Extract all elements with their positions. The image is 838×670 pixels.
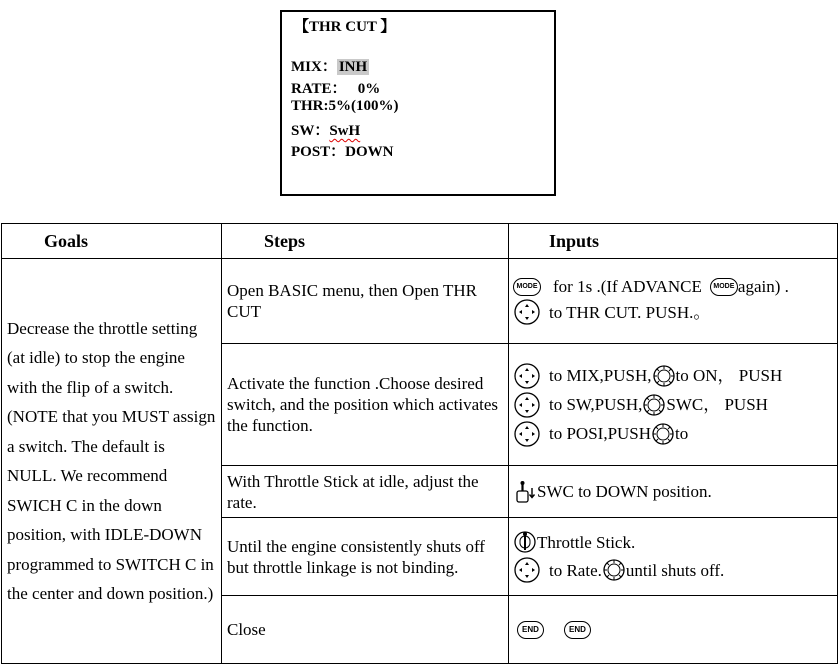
input-text: SWC to DOWN position. (537, 482, 712, 501)
lcd-mix-label: MIX： (291, 59, 337, 75)
mode-button-icon: MODE (710, 278, 738, 296)
input-text: to Rate. (549, 560, 602, 580)
step-cell: Until the engine consistently shuts off but throttle linkage is not binding. (222, 518, 509, 596)
input-text: again) . (737, 277, 789, 296)
goals-cell: Decrease the throttle setting (at idle) to stop the engine with the flip of a switch.(NOTE that you MUST assign a switch. The default is NULL. We recommend SWICH C in the down position, with IDLE-DOWN programmed to SWITCH C in the center and down position.) (2, 259, 222, 664)
inputs-cell (509, 344, 838, 466)
input-text: to (675, 424, 689, 443)
end-button-icon: END (564, 621, 591, 639)
dpad-icon (513, 420, 541, 448)
lcd-sw-value: SwH (329, 123, 361, 139)
table-row (2, 259, 838, 344)
inputs-cell (509, 259, 838, 344)
input-line (513, 420, 833, 448)
header-goals: Goals (2, 224, 222, 259)
header-steps: Steps (222, 224, 509, 259)
dial-icon (602, 558, 626, 582)
inputs-cell (509, 466, 838, 518)
input-text: for 1s .(If ADVANCE (553, 277, 702, 296)
lcd-rate: RATE： 0% (291, 81, 381, 97)
toggle-switch-icon (513, 480, 537, 504)
lcd-mix-row (291, 55, 369, 76)
input-line (513, 556, 833, 584)
inputs-cell (509, 518, 838, 596)
input-text: until shuts off. (625, 560, 725, 580)
input-line (513, 529, 833, 555)
step-cell: Close (222, 596, 509, 664)
step-cell: Open BASIC menu, then Open THR CUT (222, 259, 509, 344)
input-line (513, 621, 833, 639)
throttle-stick-icon (513, 529, 537, 555)
instruction-table (1, 223, 838, 664)
end-button-icon: END (517, 621, 544, 639)
dpad-icon (513, 556, 541, 584)
input-line (513, 391, 833, 419)
lcd-mix-value: INH (338, 59, 368, 75)
dpad-icon (513, 362, 541, 390)
input-line (513, 362, 833, 390)
lcd-screen (280, 10, 556, 196)
table-header-row (2, 224, 838, 259)
header-inputs: Inputs (509, 224, 838, 259)
lcd-thr: THR:5%(100%) (291, 98, 399, 114)
dial-icon (652, 364, 676, 388)
step-cell: With Throttle Stick at idle, adjust the rate. (222, 466, 509, 518)
input-text: SWC， PUSH (666, 395, 768, 414)
input-text: to MIX,PUSH, (549, 366, 652, 385)
input-line (513, 276, 833, 297)
input-text: Throttle Stick. (537, 532, 636, 552)
lcd-sw-label: SW： (291, 123, 330, 139)
dial-icon (651, 422, 675, 446)
lcd-post: POST：DOWN (291, 144, 394, 160)
lcd-title: 【THR CUT 】 (294, 19, 396, 35)
input-text: to POSI,PUSH (549, 424, 652, 443)
input-line (513, 480, 833, 504)
lcd-sw-row (291, 119, 360, 140)
input-text: to THR CUT. PUSH. (549, 302, 694, 322)
step-cell: Activate the function .Choose desired switch, and the position which activates the function. (222, 344, 509, 466)
input-line (513, 298, 833, 326)
input-text: to SW,PUSH, (549, 395, 643, 414)
dpad-icon (513, 391, 541, 419)
input-text: 。 (693, 302, 711, 322)
dial-icon (642, 393, 666, 417)
input-text: to ON， PUSH (675, 366, 783, 385)
inputs-cell (509, 596, 838, 664)
dpad-icon (513, 298, 541, 326)
mode-button-icon: MODE (513, 278, 541, 296)
